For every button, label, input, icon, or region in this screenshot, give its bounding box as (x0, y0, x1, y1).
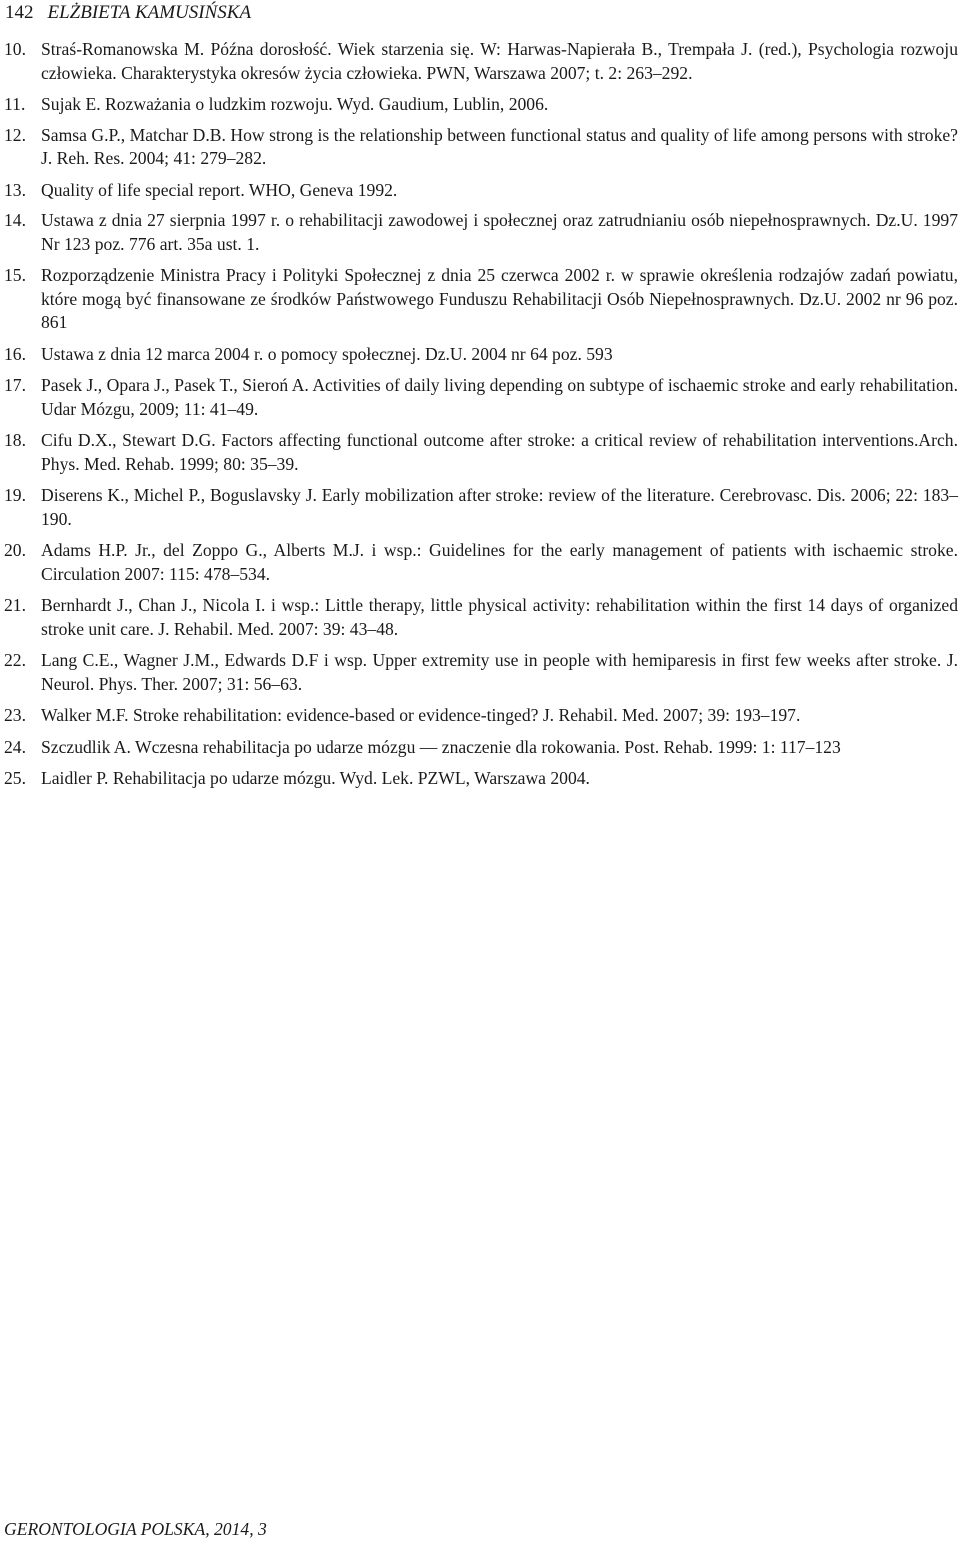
reference-number: 13. (4, 179, 26, 200)
reference-text: Ustawa z dnia 12 marca 2004 r. o pomocy społecznej. Dz.U. 2004 nr 64 poz. 593 (41, 343, 613, 364)
reference-item (0, 539, 960, 586)
reference-text: Ustawa z dnia 27 sierpnia 1997 r. o rehabilitacji zawodowej i społecznej oraz zatrudnianiu osób niepełnosprawnych. Dz.U. 1997 Nr 123 poz. 776 art. 35a ust. 1. (41, 210, 958, 254)
reference-text: Laidler P. Rehabilitacja po udarze mózgu. Wyd. Lek. PZWL, Warszawa 2004. (41, 768, 590, 788)
reference-text: Samsa G.P., Matchar D.B. How strong is the relationship between functional status and quality of life among persons with stroke? J. Reh. Res. 2004; 41: 279–282. (41, 124, 958, 168)
reference-text: Szczudlik A. Wczesna rehabilitacja po udarze mózgu — znaczenie dla rokowania. Post. Rehab. 1999: 1: 117–123 (41, 736, 841, 757)
reference-number: 15. (4, 265, 26, 285)
reference-text: Pasek J., Opara J., Pasek T., Sieroń A. Activities of daily living depending on subtype of ischaemic stroke and early rehabilitation. Udar Mózgu, 2009; 11: 41–49. (41, 375, 958, 419)
reference-number: 25. (4, 768, 26, 788)
reference-item (0, 374, 960, 421)
reference-item (0, 209, 960, 256)
reference-number: 11. (4, 94, 26, 114)
reference-number: 12. (4, 124, 26, 145)
reference-item (0, 484, 960, 531)
reference-text: Lang C.E., Wagner J.M., Edwards D.F i wsp. Upper extremity use in people with hemiparesis in first few weeks after stroke. J. Neurol. Phys. Ther. 2007; 31: 56–63. (41, 650, 958, 694)
reference-item (0, 343, 960, 367)
reference-number: 17. (4, 375, 26, 395)
header-author: ELŻBIETA KAMUSIŃSKA (47, 2, 252, 23)
reference-text: Straś-Romanowska M. Późna dorosłość. Wiek starzenia się. W: Harwas-Napierała B., Trempała J. (red.), Psychologia rozwoju człowieka. Charakterystyka okresów życia człowieka. PWN, Warszawa 2007; t. 2: 263–292. (41, 39, 958, 83)
running-footer: GERONTOLOGIA POLSKA, 2014, 3 (4, 1519, 267, 1539)
running-header (5, 0, 251, 26)
reference-number: 18. (4, 430, 26, 450)
reference-number: 21. (4, 595, 26, 615)
reference-number: 23. (4, 705, 26, 725)
reference-item (0, 38, 960, 85)
reference-item (0, 704, 960, 728)
reference-text: Diserens K., Michel P., Boguslavsky J. Early mobilization after stroke: review of the literature. Cerebrovasc. Dis. 2006; 22: 183–190. (41, 485, 958, 529)
page-number: 142 (5, 2, 34, 23)
reference-text: Cifu D.X., Stewart D.G. Factors affecting functional outcome after stroke: a critical review of rehabilitation interventions.Arch. Phys. Med. Rehab. 1999; 80: 35–39. (41, 430, 958, 474)
reference-item (0, 93, 960, 117)
reference-text: Quality of life special report. WHO, Geneva 1992. (41, 179, 398, 200)
reference-item (0, 736, 960, 760)
reference-number: 14. (4, 210, 26, 230)
reference-text: Adams H.P. Jr., del Zoppo G., Alberts M.J. i wsp.: Guidelines for the early management of patients with ischaemic stroke. Circulation 2007: 115: 478–534. (41, 540, 958, 584)
reference-text: Sujak E. Rozważania o ludzkim rozwoju. Wyd. Gaudium, Lublin, 2006. (41, 94, 549, 114)
reference-item (0, 767, 960, 791)
reference-item (0, 594, 960, 641)
reference-number: 19. (4, 485, 26, 505)
reference-text: Walker M.F. Stroke rehabilitation: evidence-based or evidence-tinged? J. Rehabil. Med. 2007; 39: 193–197. (41, 705, 801, 725)
reference-text: Bernhardt J., Chan J., Nicola I. i wsp.: Little therapy, little physical activity: rehabilitation within the first 14 days of organized stroke unit care. J. Rehabil. Med. 2007: 39: 43–48. (41, 595, 958, 639)
reference-number: 24. (4, 736, 26, 757)
reference-list (0, 38, 960, 799)
reference-text: Rozporządzenie Ministra Pracy i Polityki Społecznej z dnia 25 czerwca 2002 r. w sprawie określenia rodzajów zadań powiatu, które mogą być finansowane ze środków Państwowego Funduszu Rehabilitacji Osób Niepełnosprawnych. Dz.U. 2002 nr 96 poz. 861 (41, 265, 958, 332)
reference-item (0, 264, 960, 335)
reference-number: 10. (4, 39, 26, 59)
reference-item (0, 649, 960, 696)
reference-number: 22. (4, 650, 26, 670)
reference-number: 20. (4, 540, 26, 560)
reference-number: 16. (4, 343, 26, 364)
reference-item (0, 429, 960, 476)
reference-item (0, 124, 960, 171)
reference-item (0, 179, 960, 203)
